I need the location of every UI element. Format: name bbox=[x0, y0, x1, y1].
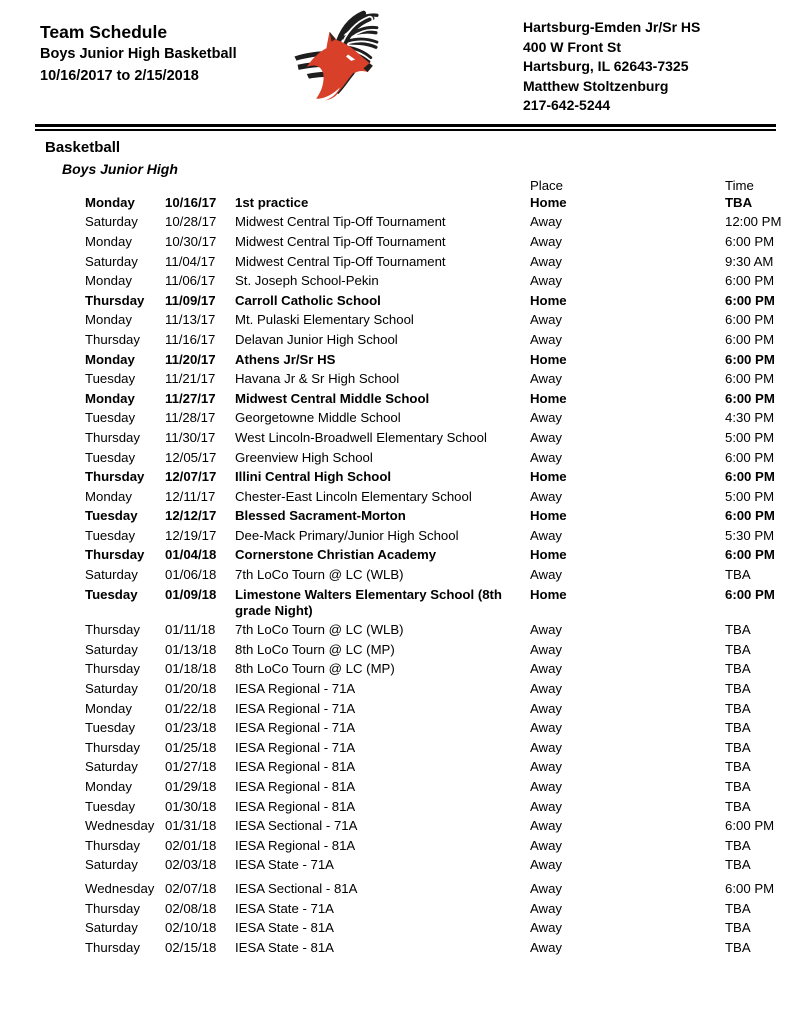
date-cell: 01/22/18 bbox=[165, 700, 217, 716]
time-cell: 6:00 PM bbox=[725, 449, 775, 465]
school-name: Hartsburg-Emden Jr/Sr HS bbox=[523, 19, 701, 35]
opponent-cell: IESA Regional - 71A bbox=[235, 739, 356, 755]
opponent-cell: Midwest Central Tip-Off Tournament bbox=[235, 253, 446, 269]
opponent-cell: IESA Regional - 81A bbox=[235, 798, 356, 814]
stag-logo-icon bbox=[294, 6, 398, 106]
time-cell: TBA bbox=[725, 739, 751, 755]
date-cell: 01/31/18 bbox=[165, 818, 217, 834]
schedule-row bbox=[0, 879, 800, 899]
time-cell: 6:00 PM bbox=[725, 292, 775, 308]
schedule-row bbox=[0, 546, 800, 566]
schedule-row bbox=[0, 271, 800, 291]
opponent-cell: IESA State - 81A bbox=[235, 939, 334, 955]
time-cell: TBA bbox=[725, 194, 753, 210]
day-cell: Wednesday bbox=[85, 818, 155, 834]
schedule-row bbox=[0, 585, 800, 621]
opponent-cell: Carroll Catholic School bbox=[235, 292, 381, 308]
date-cell: 01/23/18 bbox=[165, 720, 217, 736]
place-cell: Home bbox=[530, 586, 567, 602]
opponent-cell: 1st practice bbox=[235, 194, 309, 210]
time-cell: 6:00 PM bbox=[725, 312, 775, 328]
time-cell: 6:00 PM bbox=[725, 390, 775, 406]
day-cell: Thursday bbox=[85, 331, 140, 347]
opponent-cell: IESA Sectional - 81A bbox=[235, 880, 358, 896]
schedule-row bbox=[0, 836, 800, 856]
time-cell: TBA bbox=[725, 900, 751, 916]
opponent-cell: Mt. Pulaski Elementary School bbox=[235, 312, 414, 328]
date-range: 10/16/2017 to 2/15/2018 bbox=[40, 68, 199, 84]
opponent-cell: IESA Regional - 71A bbox=[235, 700, 356, 716]
schedule-row bbox=[0, 758, 800, 778]
opponent-cell: IESA Regional - 81A bbox=[235, 779, 356, 795]
schedule-row bbox=[0, 232, 800, 252]
opponent-cell: Midwest Central Tip-Off Tournament bbox=[235, 214, 446, 230]
schedule-row bbox=[0, 330, 800, 350]
schedule-row bbox=[0, 369, 800, 389]
time-cell: TBA bbox=[725, 837, 751, 853]
sport-heading: Basketball bbox=[45, 139, 121, 156]
date-cell: 01/18/18 bbox=[165, 661, 217, 677]
schedule-row bbox=[0, 526, 800, 546]
time-cell: TBA bbox=[725, 700, 751, 716]
place-cell: Away bbox=[530, 429, 563, 445]
place-cell: Away bbox=[530, 700, 563, 716]
contact-phone: 217-642-5244 bbox=[523, 97, 611, 114]
place-cell: Away bbox=[530, 739, 563, 755]
opponent-cell: 8th LoCo Tourn @ LC (MP) bbox=[235, 661, 395, 677]
place-cell: Away bbox=[530, 233, 563, 249]
date-cell: 11/04/17 bbox=[165, 253, 216, 269]
place-cell: Away bbox=[530, 900, 563, 916]
schedule-row bbox=[0, 193, 800, 213]
schedule-row bbox=[0, 448, 800, 468]
time-cell: 5:00 PM bbox=[725, 488, 775, 504]
day-cell: Wednesday bbox=[85, 880, 155, 896]
opponent-cell: Blessed Sacrament-Morton bbox=[235, 508, 406, 524]
time-cell: 6:00 PM bbox=[725, 547, 775, 563]
schedule-row bbox=[0, 409, 800, 429]
day-cell: Monday bbox=[85, 273, 132, 289]
opponent-cell: 7th LoCo Tourn @ LC (WLB) bbox=[235, 622, 404, 638]
place-cell: Away bbox=[530, 449, 563, 465]
schedule-row bbox=[0, 816, 800, 836]
opponent-cell: Midwest Central Middle School bbox=[235, 390, 430, 406]
schedule-row bbox=[0, 797, 800, 817]
date-cell: 01/25/18 bbox=[165, 739, 217, 755]
place-cell: Home bbox=[530, 390, 567, 406]
time-cell: 6:00 PM bbox=[725, 469, 775, 485]
school-info-block bbox=[523, 18, 700, 116]
day-cell: Tuesday bbox=[85, 371, 136, 387]
opponent-cell: IESA State - 71A bbox=[235, 857, 334, 873]
time-cell: TBA bbox=[725, 939, 751, 955]
time-cell: TBA bbox=[725, 857, 751, 873]
day-cell: Monday bbox=[85, 700, 132, 716]
place-cell: Away bbox=[530, 880, 563, 896]
place-cell: Home bbox=[530, 194, 567, 210]
place-cell: Away bbox=[530, 837, 563, 853]
date-cell: 11/30/17 bbox=[165, 429, 216, 445]
date-cell: 12/19/17 bbox=[165, 527, 217, 543]
opponent-cell: IESA State - 81A bbox=[235, 920, 334, 936]
day-cell: Tuesday bbox=[85, 586, 138, 602]
date-cell: 02/07/18 bbox=[165, 880, 217, 896]
place-cell: Away bbox=[530, 939, 563, 955]
schedule-row bbox=[0, 467, 800, 487]
school-address-line1: 400 W Front St bbox=[523, 38, 622, 55]
place-cell: Away bbox=[530, 818, 563, 834]
opponent-cell: Cornerstone Christian Academy bbox=[235, 547, 437, 563]
day-cell: Tuesday bbox=[85, 527, 136, 543]
opponent-cell: IESA Regional - 81A bbox=[235, 837, 356, 853]
time-cell: 6:00 PM bbox=[725, 818, 775, 834]
place-cell: Home bbox=[530, 469, 567, 485]
opponent-cell: Limestone Walters Elementary School (8th grade Night) bbox=[235, 586, 502, 618]
place-cell: Away bbox=[530, 371, 563, 387]
date-cell: 11/28/17 bbox=[165, 410, 216, 426]
day-cell: Monday bbox=[85, 194, 135, 210]
place-cell: Home bbox=[530, 508, 567, 524]
place-cell: Away bbox=[530, 641, 563, 657]
place-cell: Away bbox=[530, 214, 563, 230]
date-cell: 11/20/17 bbox=[165, 351, 216, 367]
date-cell: 02/03/18 bbox=[165, 857, 217, 873]
day-cell: Saturday bbox=[85, 681, 138, 697]
day-cell: Thursday bbox=[85, 429, 140, 445]
stag-mascot-logo bbox=[294, 6, 398, 106]
date-cell: 10/30/17 bbox=[165, 233, 217, 249]
schedule-row bbox=[0, 660, 800, 680]
schedule-row bbox=[0, 311, 800, 331]
date-cell: 01/06/18 bbox=[165, 567, 217, 583]
day-cell: Thursday bbox=[85, 661, 140, 677]
day-cell: Thursday bbox=[85, 622, 140, 638]
time-cell: 6:00 PM bbox=[725, 371, 775, 387]
place-cell: Away bbox=[530, 567, 563, 583]
date-cell: 12/07/17 bbox=[165, 469, 217, 485]
day-cell: Tuesday bbox=[85, 798, 136, 814]
day-cell: Saturday bbox=[85, 920, 138, 936]
day-cell: Monday bbox=[85, 488, 132, 504]
day-cell: Saturday bbox=[85, 857, 138, 873]
schedule-row bbox=[0, 640, 800, 660]
schedule-row bbox=[0, 428, 800, 448]
opponent-cell: St. Joseph School-Pekin bbox=[235, 273, 379, 289]
time-cell: 6:00 PM bbox=[725, 273, 775, 289]
schedule-row bbox=[0, 856, 800, 876]
opponent-cell: IESA Regional - 71A bbox=[235, 720, 356, 736]
place-cell: Away bbox=[530, 273, 563, 289]
day-cell: Thursday bbox=[85, 292, 145, 308]
place-cell: Away bbox=[530, 488, 563, 504]
day-cell: Monday bbox=[85, 312, 132, 328]
place-cell: Away bbox=[530, 527, 563, 543]
time-cell: TBA bbox=[725, 720, 751, 736]
schedule-row bbox=[0, 291, 800, 311]
table-body bbox=[0, 193, 800, 958]
opponent-cell: Dee-Mack Primary/Junior High School bbox=[235, 527, 459, 543]
time-cell: 12:00 PM bbox=[725, 214, 782, 230]
place-cell: Away bbox=[530, 681, 563, 697]
day-cell: Tuesday bbox=[85, 449, 136, 465]
schedule-row bbox=[0, 389, 800, 409]
time-cell: TBA bbox=[725, 920, 751, 936]
schedule-row bbox=[0, 938, 800, 958]
time-cell: 6:00 PM bbox=[725, 508, 775, 524]
place-cell: Away bbox=[530, 331, 563, 347]
date-cell: 10/16/17 bbox=[165, 194, 217, 210]
date-cell: 02/01/18 bbox=[165, 837, 217, 853]
place-cell: Home bbox=[530, 351, 567, 367]
date-cell: 11/16/17 bbox=[165, 331, 216, 347]
time-cell: 5:00 PM bbox=[725, 429, 775, 445]
day-cell: Tuesday bbox=[85, 508, 138, 524]
time-cell: 4:30 PM bbox=[725, 410, 775, 426]
schedule-row bbox=[0, 738, 800, 758]
opponent-cell: West Lincoln-Broadwell Elementary School bbox=[235, 429, 487, 445]
schedule-row bbox=[0, 899, 800, 919]
day-cell: Thursday bbox=[85, 547, 145, 563]
date-cell: 02/08/18 bbox=[165, 900, 217, 916]
school-address-line2: Hartsburg, IL 62643-7325 bbox=[523, 58, 689, 75]
day-cell: Saturday bbox=[85, 214, 138, 230]
schedule-row bbox=[0, 918, 800, 938]
day-cell: Monday bbox=[85, 351, 135, 367]
place-cell: Home bbox=[530, 547, 567, 563]
day-cell: Saturday bbox=[85, 253, 138, 269]
schedule-row bbox=[0, 620, 800, 640]
time-cell: TBA bbox=[725, 622, 751, 638]
place-cell: Home bbox=[530, 292, 567, 308]
team-subtitle: Boys Junior High Basketball bbox=[40, 46, 237, 62]
time-cell: TBA bbox=[725, 641, 751, 657]
place-cell: Away bbox=[530, 920, 563, 936]
time-cell: 9:30 AM bbox=[725, 253, 774, 269]
date-cell: 02/10/18 bbox=[165, 920, 217, 936]
time-cell: TBA bbox=[725, 661, 751, 677]
schedule-row bbox=[0, 350, 800, 370]
time-cell: 5:30 PM bbox=[725, 527, 775, 543]
place-cell: Away bbox=[530, 798, 563, 814]
schedule-row bbox=[0, 507, 800, 527]
header-divider-rule bbox=[35, 124, 776, 131]
opponent-cell: IESA Sectional - 71A bbox=[235, 818, 358, 834]
date-cell: 11/13/17 bbox=[165, 312, 216, 328]
header-left-block bbox=[40, 20, 237, 87]
time-column-header: Time bbox=[725, 178, 754, 193]
opponent-cell: 7th LoCo Tourn @ LC (WLB) bbox=[235, 567, 404, 583]
place-cell: Away bbox=[530, 622, 563, 638]
day-cell: Thursday bbox=[85, 739, 140, 755]
date-cell: 11/27/17 bbox=[165, 390, 216, 406]
day-cell: Monday bbox=[85, 779, 132, 795]
day-cell: Saturday bbox=[85, 759, 138, 775]
day-cell: Monday bbox=[85, 233, 132, 249]
date-cell: 01/29/18 bbox=[165, 779, 217, 795]
date-cell: 10/28/17 bbox=[165, 214, 217, 230]
opponent-cell: Midwest Central Tip-Off Tournament bbox=[235, 233, 446, 249]
opponent-cell: Havana Jr & Sr High School bbox=[235, 371, 400, 387]
schedule-row bbox=[0, 487, 800, 507]
date-cell: 01/04/18 bbox=[165, 547, 217, 563]
schedule-row bbox=[0, 679, 800, 699]
date-cell: 12/05/17 bbox=[165, 449, 217, 465]
opponent-cell: 8th LoCo Tourn @ LC (MP) bbox=[235, 641, 395, 657]
place-cell: Away bbox=[530, 410, 563, 426]
opponent-cell: Greenview High School bbox=[235, 449, 373, 465]
time-cell: 6:00 PM bbox=[725, 331, 775, 347]
opponent-cell: Athens Jr/Sr HS bbox=[235, 351, 336, 367]
day-cell: Tuesday bbox=[85, 410, 136, 426]
opponent-cell: IESA Regional - 71A bbox=[235, 681, 356, 697]
date-cell: 12/12/17 bbox=[165, 508, 217, 524]
schedule-row bbox=[0, 213, 800, 233]
time-cell: 6:00 PM bbox=[725, 351, 775, 367]
day-cell: Saturday bbox=[85, 641, 138, 657]
schedule-row bbox=[0, 777, 800, 797]
schedule-row bbox=[0, 699, 800, 719]
place-cell: Away bbox=[530, 253, 563, 269]
time-cell: TBA bbox=[725, 681, 751, 697]
date-cell: 11/09/17 bbox=[165, 292, 216, 308]
time-cell: TBA bbox=[725, 759, 751, 775]
day-cell: Monday bbox=[85, 390, 135, 406]
opponent-cell: Chester-East Lincoln Elementary School bbox=[235, 488, 472, 504]
date-cell: 01/30/18 bbox=[165, 798, 217, 814]
place-cell: Away bbox=[530, 312, 563, 328]
opponent-cell: Georgetowne Middle School bbox=[235, 410, 401, 426]
day-cell: Thursday bbox=[85, 837, 140, 853]
opponent-cell: IESA Regional - 81A bbox=[235, 759, 356, 775]
team-heading: Boys Junior High bbox=[62, 161, 178, 177]
date-cell: 01/27/18 bbox=[165, 759, 217, 775]
time-cell: 6:00 PM bbox=[725, 233, 775, 249]
date-cell: 01/13/18 bbox=[165, 641, 217, 657]
time-cell: TBA bbox=[725, 567, 751, 583]
opponent-cell: Delavan Junior High School bbox=[235, 331, 398, 347]
opponent-cell: IESA State - 71A bbox=[235, 900, 334, 916]
contact-name: Matthew Stoltzenburg bbox=[523, 77, 669, 94]
schedule-row bbox=[0, 718, 800, 738]
place-cell: Away bbox=[530, 759, 563, 775]
place-cell: Away bbox=[530, 661, 563, 677]
place-column-header: Place bbox=[530, 178, 563, 193]
date-cell: 11/06/17 bbox=[165, 273, 216, 289]
date-cell: 01/11/18 bbox=[165, 622, 216, 638]
time-cell: TBA bbox=[725, 798, 751, 814]
time-cell: TBA bbox=[725, 779, 751, 795]
table-header-row bbox=[0, 179, 800, 193]
date-cell: 12/11/17 bbox=[165, 488, 216, 504]
date-cell: 02/15/18 bbox=[165, 939, 217, 955]
page-title: Team Schedule bbox=[40, 22, 168, 42]
place-cell: Away bbox=[530, 779, 563, 795]
opponent-cell: Illini Central High School bbox=[235, 469, 392, 485]
day-cell: Tuesday bbox=[85, 720, 136, 736]
date-cell: 11/21/17 bbox=[165, 371, 216, 387]
day-cell: Thursday bbox=[85, 939, 140, 955]
time-cell: 6:00 PM bbox=[725, 586, 775, 602]
day-cell: Thursday bbox=[85, 469, 145, 485]
day-cell: Saturday bbox=[85, 567, 138, 583]
place-cell: Away bbox=[530, 857, 563, 873]
time-cell: 6:00 PM bbox=[725, 880, 775, 896]
schedule-row bbox=[0, 565, 800, 585]
day-cell: Thursday bbox=[85, 900, 140, 916]
schedule-row bbox=[0, 252, 800, 272]
date-cell: 01/09/18 bbox=[165, 586, 217, 602]
schedule-table bbox=[0, 179, 800, 958]
date-cell: 01/20/18 bbox=[165, 681, 217, 697]
place-cell: Away bbox=[530, 720, 563, 736]
